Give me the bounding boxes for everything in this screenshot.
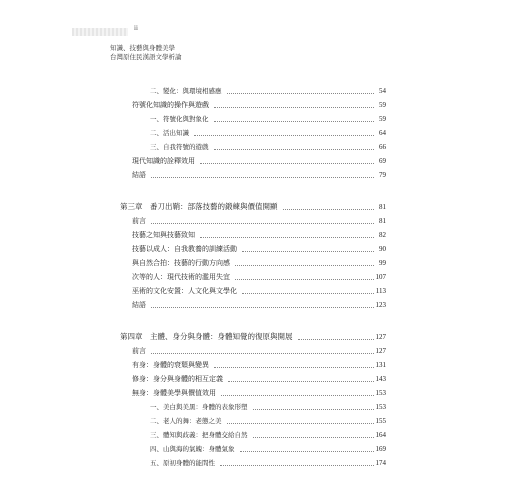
toc-dot-leader xyxy=(228,381,374,382)
toc-entry-title: 結語 xyxy=(132,301,146,309)
toc-dot-leader xyxy=(151,353,374,354)
toc-dot-leader xyxy=(227,93,374,94)
toc-entry[interactable] xyxy=(120,344,386,358)
toc-entry[interactable] xyxy=(120,98,386,112)
toc-entry[interactable] xyxy=(120,400,386,414)
toc-dot-leader xyxy=(242,293,374,294)
scan-artifact-strip xyxy=(72,28,128,36)
table-of-contents xyxy=(120,84,386,470)
toc-page-number: 143 xyxy=(375,375,386,383)
toc-page-number: 81 xyxy=(379,203,386,211)
toc-entry-title: 技藝之知與技藝致知 xyxy=(132,231,195,239)
toc-entry-title: 現代知識的詮釋效用 xyxy=(132,157,195,165)
toc-entry-title: 四、山與海的氣魄：身體氣象 xyxy=(150,445,235,453)
toc-entry-title: 一、美白與美黑：身體的表象形塑 xyxy=(150,403,248,411)
toc-dot-leader xyxy=(240,451,374,452)
toc-entry-title: 符號化知識的操作與遊戲 xyxy=(132,101,209,109)
toc-section-gap xyxy=(120,182,386,200)
toc-entry[interactable] xyxy=(120,112,386,126)
toc-entry-title: 三、自我符號的遊戲 xyxy=(150,143,209,151)
toc-dot-leader xyxy=(214,149,374,150)
toc-page-number: 131 xyxy=(375,361,386,369)
book-series-title: 知識、技藝與身體美學 xyxy=(110,44,175,52)
toc-entry[interactable] xyxy=(120,442,386,456)
toc-entry[interactable] xyxy=(120,372,386,386)
toc-page-number: 59 xyxy=(379,115,386,123)
toc-entry-title: 與自然合拍：技藝的行動方向感 xyxy=(132,259,230,267)
toc-page-number: 69 xyxy=(379,157,386,165)
toc-entry[interactable] xyxy=(120,126,386,140)
toc-entry[interactable] xyxy=(120,456,386,470)
toc-entry[interactable] xyxy=(120,228,386,242)
toc-page-number: 82 xyxy=(379,231,386,239)
toc-entry-title: 修身：身分與身體的相互定義 xyxy=(132,375,223,383)
toc-section-gap xyxy=(120,312,386,330)
toc-entry-title: 無身：身體美學與價值效用 xyxy=(132,389,216,397)
toc-page-number: 90 xyxy=(379,245,386,253)
toc-entry[interactable] xyxy=(120,298,386,312)
toc-page-number: 164 xyxy=(375,431,386,439)
toc-chapter-entry[interactable] xyxy=(120,200,386,214)
toc-entry[interactable] xyxy=(120,386,386,400)
toc-page-number: 54 xyxy=(379,87,386,95)
toc-entry[interactable] xyxy=(120,428,386,442)
toc-dot-leader xyxy=(235,279,374,280)
toc-entry-title: 有身：身體的衰頹與變異 xyxy=(132,361,209,369)
toc-dot-leader xyxy=(235,265,374,266)
toc-dot-leader xyxy=(194,135,374,136)
toc-entry-title: 二、活出知識 xyxy=(150,129,189,137)
toc-page-number: 99 xyxy=(379,259,386,267)
toc-entry[interactable] xyxy=(120,414,386,428)
toc-dot-leader xyxy=(214,121,374,122)
toc-entry-title: 巫術的文化安置：人文化與文學化 xyxy=(132,287,237,295)
toc-dot-leader xyxy=(214,107,374,108)
toc-page-number: 127 xyxy=(375,347,386,355)
toc-page-number: 113 xyxy=(375,287,386,295)
toc-entry[interactable] xyxy=(120,84,386,98)
toc-page-number: 153 xyxy=(375,403,386,411)
toc-dot-leader xyxy=(151,223,374,224)
toc-dot-leader xyxy=(253,409,374,410)
toc-page-number: 59 xyxy=(379,101,386,109)
toc-dot-leader xyxy=(151,177,374,178)
toc-dot-leader xyxy=(227,423,374,424)
toc-page-number: 66 xyxy=(379,143,386,151)
toc-dot-leader xyxy=(242,251,374,252)
toc-entry[interactable] xyxy=(120,270,386,284)
toc-entry[interactable] xyxy=(120,358,386,372)
toc-dot-leader xyxy=(253,437,374,438)
toc-entry-title: 第四章 主體、身分與身體：身體知覺的復原與開展 xyxy=(120,332,293,341)
toc-page-number: 81 xyxy=(379,217,386,225)
toc-entry[interactable] xyxy=(120,140,386,154)
toc-dot-leader xyxy=(151,307,374,308)
toc-dot-leader xyxy=(214,367,374,368)
toc-page-number: 174 xyxy=(375,459,386,467)
toc-entry-title: 三、體知與歧義：把身體交給自然 xyxy=(150,431,248,439)
toc-page-number: 127 xyxy=(375,333,386,341)
toc-page-number: 153 xyxy=(375,389,386,397)
toc-dot-leader xyxy=(200,163,374,164)
toc-page-number: 79 xyxy=(379,171,386,179)
toc-entry-title: 五、原初身體的能間性 xyxy=(150,459,215,467)
toc-page-number: 123 xyxy=(375,301,386,309)
toc-entry-title: 二、變化：與環境相感應 xyxy=(150,87,222,95)
toc-entry-title: 技藝以成人：自我教養的訓練活動 xyxy=(132,245,237,253)
toc-page-number: 64 xyxy=(379,129,386,137)
book-header xyxy=(110,44,182,62)
toc-entry-title: 次等的人：現代技術的濫用失宜 xyxy=(132,273,230,281)
toc-dot-leader xyxy=(221,395,374,396)
toc-page-number: 169 xyxy=(375,445,386,453)
toc-entry-title: 二、老人的舞：老態之美 xyxy=(150,417,222,425)
toc-entry[interactable] xyxy=(120,214,386,228)
toc-entry[interactable] xyxy=(120,242,386,256)
toc-entry-title: 前言 xyxy=(132,217,146,225)
toc-page-number: 107 xyxy=(375,273,386,281)
toc-entry[interactable] xyxy=(120,256,386,270)
book-title: 台灣原住民漢語文學析論 xyxy=(110,53,182,61)
toc-entry-title: 結語 xyxy=(132,171,146,179)
toc-page-number: 155 xyxy=(375,417,386,425)
toc-dot-leader xyxy=(283,209,374,210)
toc-entry-title: 第三章 番刀出鞘：部落技藝的鍛練與價值開顯 xyxy=(120,202,278,211)
toc-entry-title: 前言 xyxy=(132,347,146,355)
toc-chapter-entry[interactable] xyxy=(120,330,386,344)
toc-dot-leader xyxy=(220,465,374,466)
toc-entry[interactable] xyxy=(120,154,386,168)
page-number-roman: ii xyxy=(134,24,138,32)
toc-dot-leader xyxy=(200,237,374,238)
toc-dot-leader xyxy=(298,339,374,340)
toc-entry-title: 一、符號化與對象化 xyxy=(150,115,209,123)
toc-entry[interactable] xyxy=(120,168,386,182)
toc-entry[interactable] xyxy=(120,284,386,298)
